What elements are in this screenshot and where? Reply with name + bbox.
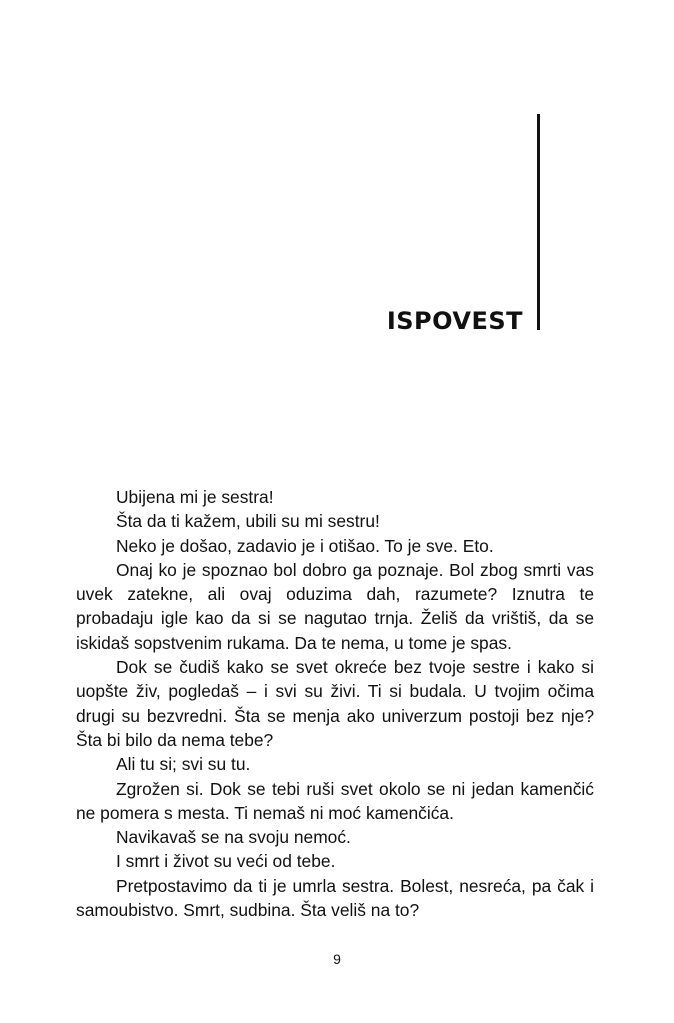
paragraph: Ali tu si; svi su tu.	[116, 754, 251, 775]
paragraph: Dok se čudiš kako se svet okreće bez tvoje sestre i kako si uopšte živ, pogledaš – i svi su živi. Ti si budala. U tvojim očima drugi su bezvredni. Šta se menja ako univerzum postoji bez nje? Šta bi bilo da nema tebe?	[76, 657, 594, 750]
page-number: 9	[333, 951, 341, 967]
paragraph: Šta da ti kažem, ubili su mi sestru!	[116, 511, 380, 532]
paragraph: Navikavaš se na svoju nemoć.	[116, 827, 351, 848]
paragraph: I smrt i život su veći od tebe.	[116, 851, 336, 872]
paragraph: Ubijena mi je sestra!	[116, 487, 274, 507]
paragraph: Neko je došao, zadavio je i otišao. To je sve. Eto.	[116, 535, 494, 556]
chapter-title: ISPOVEST	[386, 307, 523, 335]
chapter-body	[76, 485, 594, 922]
paragraph: Pretpostavimo da ti je umrla sestra. Bolest, nesreća, pa čak i samoubistvo. Smrt, sudbina. Šta veliš na to?	[76, 875, 594, 921]
paragraph: Onaj ko je spoznao bol dobro ga poznaje. Bol zbog smrti vas uvek zatekne, ali ovaj oduzima dah, razumete? Iznutra te probadaju igle kao da si se nagutao trnja. Želiš da vrištiš, da se iskidaš sopstvenim rukama. Da te nema, u tome je spas.	[76, 559, 594, 653]
paragraph: Zgrožen si. Dok se tebi ruši svet okolo se ni jedan kamenčić ne pomera s mesta. Ti nemaš ni moć kamenčića.	[76, 778, 594, 823]
chapter-vertical-rule	[537, 114, 540, 330]
